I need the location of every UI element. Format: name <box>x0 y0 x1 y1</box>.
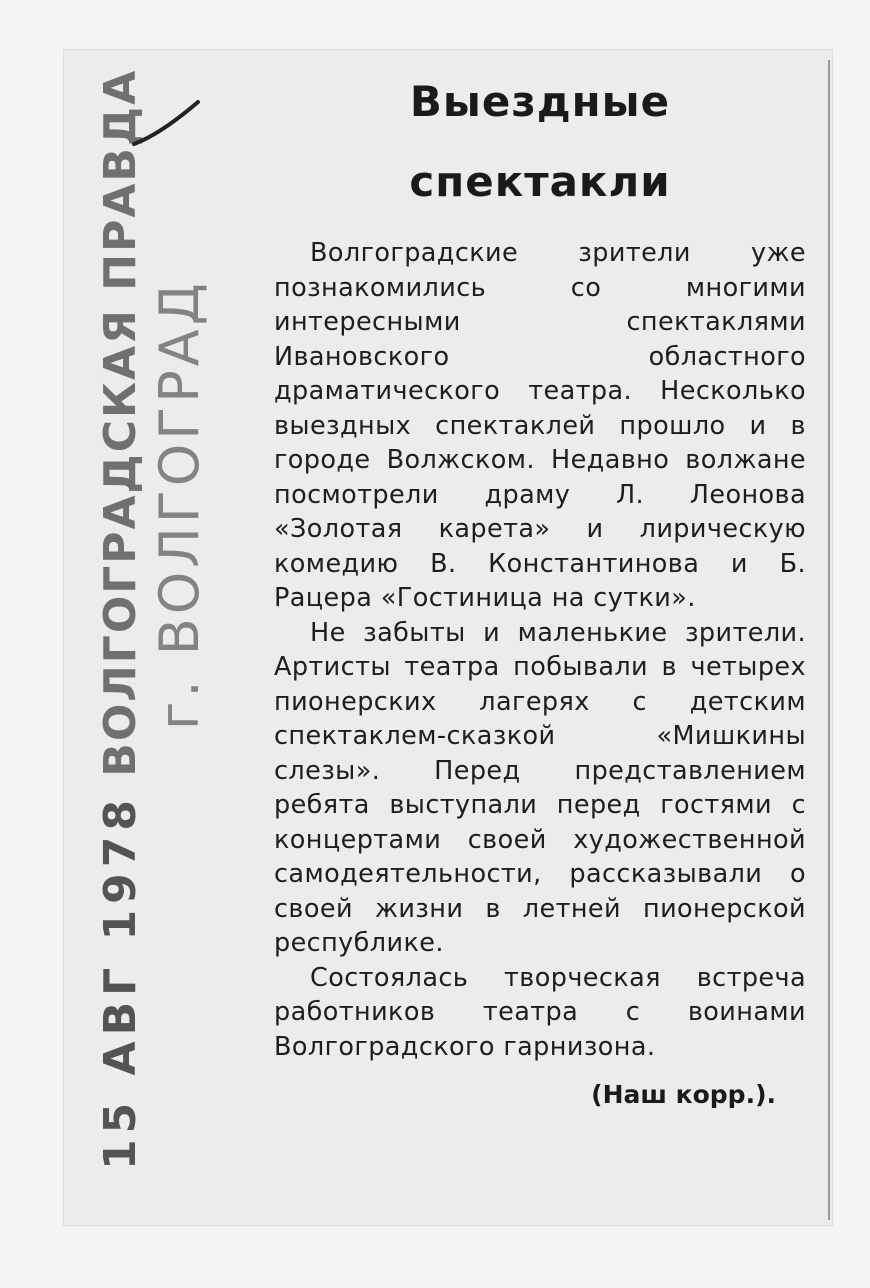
pen-mark-icon <box>130 98 202 150</box>
article-paragraph-1: Волгоградские зрители уже познакомились со многими интересными спектаклями Ивановского областного драматического театра. Несколько выездных спектаклей прошло и в городе Волжском. Недавно волжане посмотрели драму Л. Леонова «Золотая карета» и лирическую комедию В. Константинова и Б. Рацера «Гостиница на сутки». <box>274 238 806 613</box>
stamp-newspaper-name: ВОЛГОГРАДСКАЯ ПРАВДА <box>95 68 146 777</box>
article <box>274 62 806 1109</box>
article-signature: (Наш корр.). <box>591 1080 776 1109</box>
headline-line-1: Выездные <box>409 77 671 126</box>
stamp-city: г. ВОЛГОГРАД <box>148 279 211 730</box>
article-headline <box>274 62 806 222</box>
clipping-edge <box>828 60 830 1220</box>
stamp-date: 15 АВГ 1978 <box>95 794 146 1170</box>
headline-line-2: спектакли <box>409 157 671 206</box>
article-paragraph-3: Состоялась творческая встреча работников театра с воинами Волгоградского гарнизона. <box>274 962 806 1062</box>
article-body <box>274 236 806 1064</box>
article-paragraph-2: Не забыты и маленькие зрители. Артисты театра побывали в четырех пионерских лагерях с детским спектаклем-сказкой «Мишкины слезы». Перед представлением ребята выступали перед гостями с концертами своей художественной самодеятельности, рассказывали о своей жизни в летней пионерской республике. <box>274 617 806 958</box>
